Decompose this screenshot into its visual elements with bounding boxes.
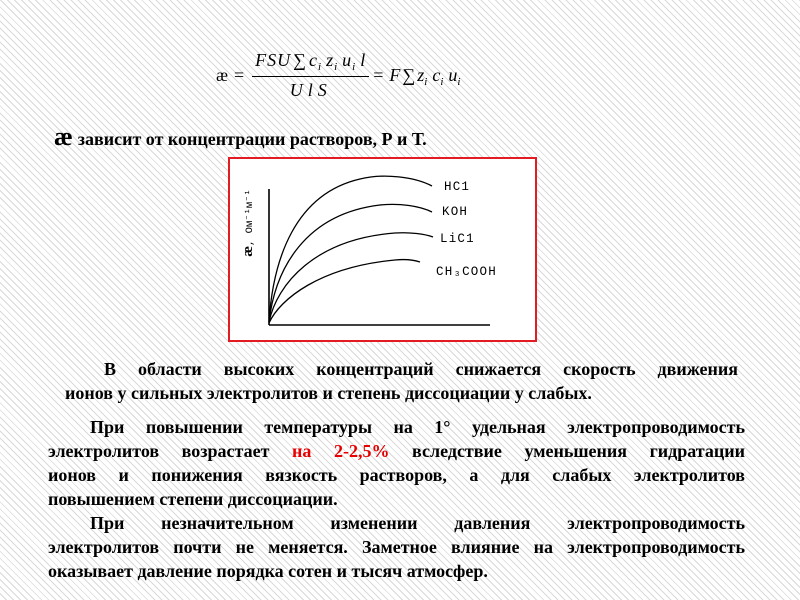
rhs-term-c	[432, 64, 444, 88]
formula-rhs	[389, 65, 460, 86]
curve-label-koh: KOH	[442, 205, 469, 219]
rhs-term-z	[417, 64, 428, 88]
term-subscript: i	[334, 61, 338, 73]
pressure-line: электролитов почти не меняется. Заметное влияние на электропроводимость	[48, 537, 745, 557]
pressure-paragraph	[48, 511, 745, 583]
pressure-line: При незначительном изменении давления электропроводимость	[90, 513, 745, 533]
formula-numerator	[252, 49, 369, 77]
numerator-length: l	[360, 50, 367, 70]
concentration-line: ионов у сильных электролитов и степень диссоциации у слабых.	[65, 383, 592, 403]
y-axis-symbol: æ	[240, 245, 256, 257]
numerator-factors: FSU	[255, 50, 292, 70]
temperature-line-text: электролитов возрастает	[48, 441, 292, 461]
term-base: z	[326, 50, 335, 70]
formula-denominator: UlS	[289, 80, 332, 100]
rhs-sum-symbol: ∑	[402, 64, 416, 85]
conductivity-diagram	[230, 159, 535, 340]
y-axis-label	[240, 189, 256, 257]
curve-licl	[269, 233, 433, 322]
numerator-term-z	[326, 50, 338, 73]
term-subscript: i	[440, 75, 444, 88]
term-subscript: i	[318, 61, 322, 73]
curve-hcl	[269, 176, 432, 322]
curve-label-hcl: HC1	[444, 180, 471, 194]
term-base: u	[342, 50, 353, 70]
temperature-paragraph	[48, 415, 745, 511]
curve-label-licl: LiC1	[440, 232, 475, 246]
curve-ch3cooh	[269, 260, 420, 323]
term-base: z	[417, 64, 425, 85]
temperature-line	[48, 439, 745, 463]
temperature-line: повышением степени диссоциации.	[48, 489, 338, 509]
formula-equals-sign-2: =	[373, 64, 384, 85]
pressure-line: оказывает давление порядка сотен и тысяч атмосфер.	[48, 561, 488, 581]
temperature-line: ионов и понижения вязкость растворов, а для слабых электролитов	[48, 465, 745, 485]
statement-text: зависит от концентрации растворов, Р и Т.	[77, 129, 427, 149]
conductivity-symbol: æ	[54, 122, 73, 151]
temperature-highlight: на 2-2,5%	[292, 441, 390, 461]
curve-label-ch3cooh: CH₃COOH	[436, 265, 497, 279]
conductivity-formula	[216, 44, 460, 106]
formula-lhs-symbol: æ	[216, 64, 229, 85]
dependence-statement	[54, 124, 427, 152]
term-subscript: i	[352, 61, 356, 73]
term-base: u	[448, 64, 458, 85]
term-base: c	[432, 64, 441, 85]
concentration-paragraph	[65, 357, 738, 405]
term-base: c	[309, 50, 319, 70]
concentration-line: В области высоких концентраций снижается скорость движения	[104, 359, 738, 379]
temperature-line-text: вследствие уменьшения гидратации	[389, 441, 745, 461]
formula-fraction	[252, 49, 369, 101]
numerator-sum-symbol: ∑	[293, 50, 308, 70]
temperature-line: При повышении температуры на 1° удельная электропроводимость	[90, 417, 745, 437]
rhs-term-u	[448, 64, 461, 88]
term-subscript: i	[424, 75, 428, 88]
y-axis-unit: , Ом⁻¹м⁻¹	[244, 189, 256, 246]
numerator-term-c	[309, 50, 322, 73]
diagram-frame	[228, 157, 537, 342]
numerator-term-u	[342, 50, 356, 73]
curve-koh	[269, 204, 432, 322]
rhs-factor: F	[389, 64, 401, 85]
formula-equals-sign: =	[234, 64, 245, 85]
term-subscript: i	[457, 75, 461, 88]
